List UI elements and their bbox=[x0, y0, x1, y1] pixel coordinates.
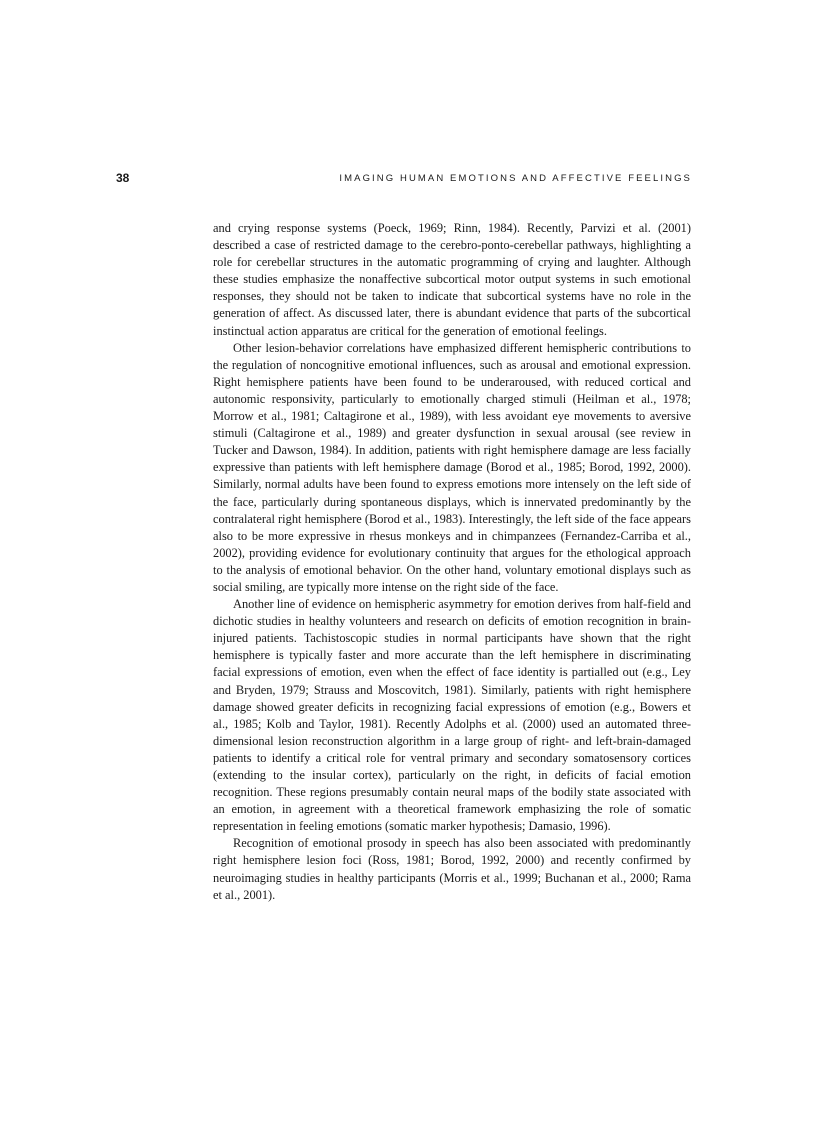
paragraph-4: Recognition of emotional prosody in speech has also been associated with predominantly right hemisphere lesion foci (Ross, 1981; Borod, 1992, 2000) and recently confirmed by neuroimaging studies in healthy participants (Morris et al., 1999; Buchanan et al., 2000; Rama et al., 2001). bbox=[213, 836, 691, 902]
page-number: 38 bbox=[116, 171, 130, 185]
body-text bbox=[213, 220, 691, 904]
paragraph-1: and crying response systems (Poeck, 1969; Rinn, 1984). Recently, Parvizi et al. (2001) described a case of restricted damage to the cerebro-ponto-cerebellar pathways, highlighting a role for cerebellar structures in the automatic programming of crying and laughter. Although these studies emphasize the nonaffective subcortical motor output systems in such emotional responses, they should not be taken to indicate that subcortical systems have no role in the generation of affect. As discussed later, there is abundant evidence that parts of the subcortical instinctual action apparatus are critical for the generation of emotional feelings. bbox=[213, 221, 691, 338]
paragraph-3: Another line of evidence on hemispheric asymmetry for emotion derives from half-field and dichotic studies in healthy volunteers and research on deficits of emotion recognition in brain-injured patients. Tachistoscopic studies in normal participants have shown that the right hemisphere is typically faster and more accurate than the left hemisphere in discriminating facial expressions of emotion, even when the effect of face identity is partialled out (e.g., Ley and Bryden, 1979; Strauss and Moscovitch, 1981). Similarly, patients with right hemisphere damage showed greater deficits in recognizing facial expressions of emotion (e.g., Bowers et al., 1985; Kolb and Taylor, 1981). Recently Adolphs et al. (2000) used an automated three-dimensional lesion reconstruction algorithm in a large group of right- and left-brain-damaged patients to identify a critical role for ventral primary and secondary somatosensory cortices (extending to the insular cortex), particularly on the right, in deficits of facial emotion recognition. These regions presumably contain neural maps of the bodily state associated with an emotion, in agreement with a theoretical framework emphasizing the role of somatic representation in feeling emotions (somatic marker hypothesis; Damasio, 1996). bbox=[213, 597, 691, 834]
running-head: IMAGING HUMAN EMOTIONS AND AFFECTIVE FEELINGS bbox=[339, 173, 692, 184]
paragraph-2: Other lesion-behavior correlations have emphasized different hemispheric contributions to the regulation of noncognitive emotional influences, such as arousal and emotional expression. Right hemisphere patients have been found to be underaroused, with reduced cortical and autonomic responsivity, particularly to emotionally charged stimuli (Heilman et al., 1978; Morrow et al., 1981; Caltagirone et al., 1989), with less avoidant eye movements to aversive stimuli (Caltagirone et al., 1989) and greater dysfunction in sexual arousal (see review in Tucker and Dawson, 1984). In addition, patients with right hemisphere damage are less facially expressive than patients with left hemisphere damage (Borod et al., 1985; Borod, 1992, 2000). Similarly, normal adults have been found to express emotions more intensely on the left side of the face, particularly during spontaneous displays, which is innervated predominantly by the contralateral right hemisphere (Borod et al., 1983). Interestingly, the left side of the face appears also to be more expressive in rhesus monkeys and in chimpanzees (Fernandez-Carriba et al., 2002), providing evidence for evolutionary continuity that argues for the ethological approach to the analysis of emotional behavior. On the other hand, voluntary emotional displays such as social smiling, are typically more intense on the right side of the face. bbox=[213, 340, 691, 594]
